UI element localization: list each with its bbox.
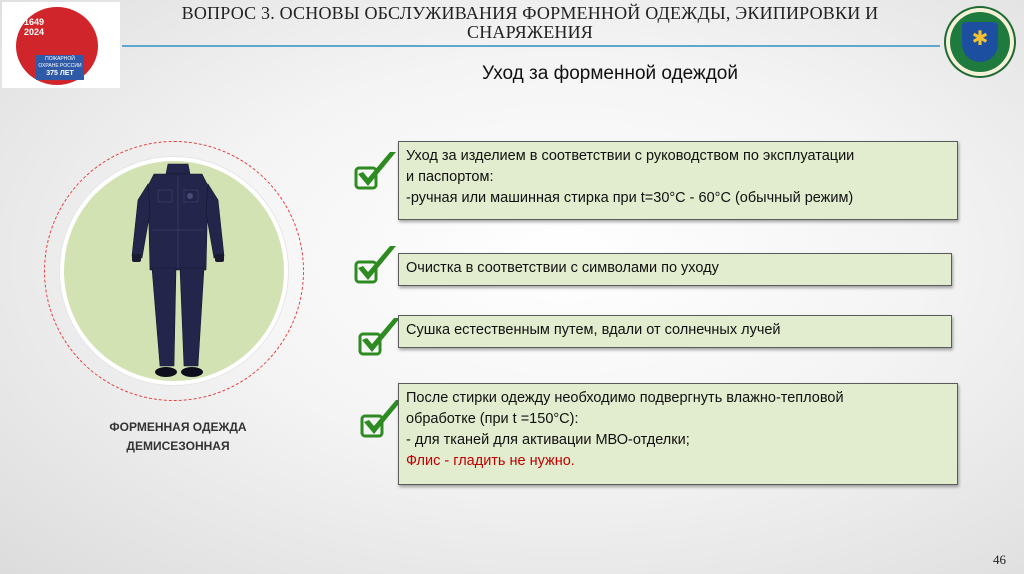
care-item-2: [398, 253, 952, 286]
figure-caption: [80, 418, 276, 456]
care-item-4-line2: обработке (при t =150°С):: [406, 411, 579, 427]
care-item-1-line1: Уход за изделием в соответствии с руководством по эксплуатации: [406, 148, 855, 164]
logo-banner-line1: ПОЖАРНОЙ: [45, 56, 75, 62]
logo-years: [24, 17, 44, 37]
anniversary-logo: [2, 2, 120, 88]
checkmark-icon: [352, 150, 400, 194]
slide-title: ВОПРОС 3. ОСНОВЫ ОБСЛУЖИВАНИЯ ФОРМЕННОЙ ОДЕЖДЫ, ЭКИПИРОВКИ И СНАРЯЖЕНИЯ: [181, 3, 879, 42]
emblem-star-icon: ✱: [971, 28, 989, 50]
logo-banner-line2: ОХРАНЕ РОССИИ: [38, 63, 82, 69]
logo-year-bottom: 2024: [24, 27, 45, 37]
checkmark-icon: [352, 244, 400, 288]
care-item-3-line1: Сушка естественным путем, вдали от солнечных лучей: [406, 322, 781, 338]
emblem-icon: [944, 6, 1016, 78]
care-item-1: [398, 141, 958, 220]
slide-subtitle: Уход за форменной одеждой: [482, 63, 738, 84]
title-divider: [122, 45, 940, 47]
logo-banner: [36, 55, 84, 80]
care-item-2-line1: Очистка в соответствии с символами по уходу: [406, 260, 719, 276]
uniform-icon: [124, 160, 232, 380]
checkmark-icon: [356, 316, 404, 360]
care-item-4-warning: Флис - гладить не нужно.: [406, 453, 575, 469]
logo-year-top: 1649: [24, 17, 45, 27]
care-item-3: [398, 315, 952, 348]
care-item-4-line3: - для тканей для активации МВО-отделки;: [406, 432, 690, 448]
care-item-4-line1: После стирки одежду необходимо подвергнуть влажно-тепловой: [406, 390, 844, 406]
caption-line2: ДЕМИСЕЗОННАЯ: [126, 439, 230, 453]
logo-banner-big: 375 ЛЕТ: [46, 70, 74, 77]
page-number: 46: [993, 552, 1006, 567]
caption-line1: ФОРМЕННАЯ ОДЕЖДА: [109, 420, 247, 434]
care-item-1-line2: и паспортом:: [406, 169, 494, 185]
care-item-1-line3: -ручная или машинная стирка при t=30°С - 60°С (обычный режим): [406, 190, 854, 206]
care-item-4: [398, 383, 958, 485]
logo-disc: [16, 7, 98, 85]
